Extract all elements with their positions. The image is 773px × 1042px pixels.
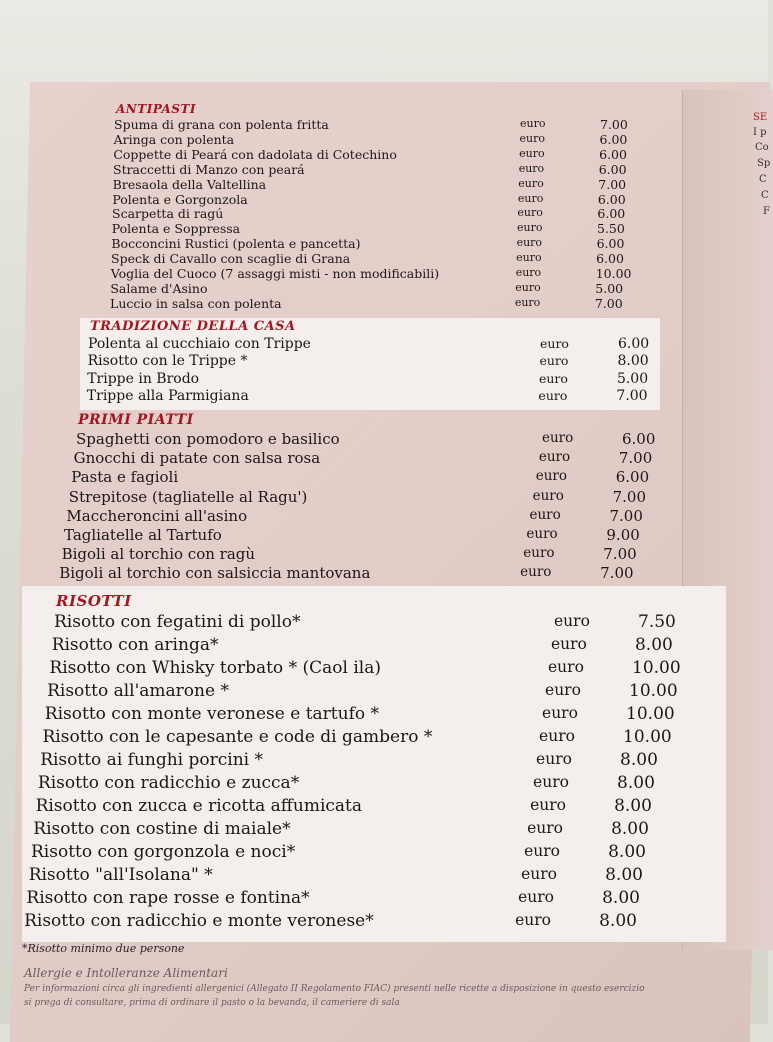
menu-item-currency: euro <box>518 176 544 190</box>
menu-item-currency: euro <box>526 526 558 542</box>
menu-item-currency: euro <box>518 888 555 906</box>
menu-item-currency: euro <box>533 773 569 791</box>
menu-item-currency: euro <box>519 131 546 145</box>
menu-item-name: Straccetti di Manzo con peará <box>113 161 305 177</box>
menu-item-price: 8.00 <box>614 796 652 816</box>
menu-item-price: 10.00 <box>632 658 681 678</box>
menu-item-price: 8.00 <box>605 865 643 885</box>
menu-item-price: 7.00 <box>609 506 643 525</box>
menu-item-currency: euro <box>523 545 555 562</box>
menu-item-currency: euro <box>529 506 561 523</box>
menu-item-currency: euro <box>532 487 564 504</box>
section-title-tradizione: TRADIZIONE DELLA CASA <box>90 319 296 334</box>
allergy-text-line-2: si prega di consultare, prima di ordinare il pasto o la bevanda, il cameriere di sala <box>24 998 400 1008</box>
menu-item-name: Trippe alla Parmigiana <box>86 387 249 404</box>
menu-item-price: 6.00 <box>596 236 625 252</box>
menu-item-price: 8.00 <box>634 635 673 655</box>
menu-item-price: 5.00 <box>616 370 649 387</box>
menu-item-name: Trippe in Brodo <box>87 370 200 387</box>
menu-item-price: 10.00 <box>623 727 672 747</box>
side-page-line: I p <box>753 127 767 138</box>
menu-item-price: 6.00 <box>599 146 627 162</box>
menu-item-name: Risotto con le Trippe * <box>87 353 248 370</box>
menu-item-currency: euro <box>515 911 552 929</box>
menu-item-currency: euro <box>540 336 569 351</box>
menu-item-currency: euro <box>535 468 567 485</box>
menu-item-price: 6.00 <box>596 251 624 267</box>
side-page-line: SE <box>753 112 768 123</box>
menu-item-name: Strepitose (tagliatelle al Ragu') <box>68 487 308 506</box>
side-page-line: C <box>759 174 767 185</box>
menu-item-name: Risotto con radicchio e zucca* <box>37 773 300 793</box>
menu-item-name: Polenta e Soppressa <box>111 221 241 237</box>
menu-item-price: 5.50 <box>596 221 625 237</box>
menu-item-currency: euro <box>515 266 542 279</box>
menu-item-currency: euro <box>539 727 575 745</box>
menu-item-currency: euro <box>518 161 545 175</box>
menu-item-currency: euro <box>548 658 584 676</box>
section-title-antipasti: ANTIPASTI <box>116 102 196 116</box>
menu-item-name: Scarpetta di ragú <box>112 206 224 222</box>
menu-item-name: Maccheroncini all'asino <box>66 506 248 525</box>
menu-item-currency: euro <box>521 865 557 883</box>
menu-item-price: 8.00 <box>617 773 655 793</box>
menu-item-currency: euro <box>519 146 545 160</box>
menu-item-price: 10.00 <box>629 681 678 701</box>
menu-item-price: 7.00 <box>598 176 627 192</box>
menu-item-price: 6.00 <box>597 191 626 207</box>
menu-item-name: Polenta e Gorgonzola <box>112 191 248 207</box>
menu-item-name: Salame d'Asino <box>110 280 208 296</box>
menu-item-currency: euro <box>517 206 543 220</box>
menu-item-currency: euro <box>515 280 541 294</box>
side-page-line: F <box>763 206 770 217</box>
menu-item-price: 7.00 <box>616 387 648 404</box>
menu-item-currency: euro <box>530 796 566 814</box>
menu-item-price: 6.00 <box>599 131 628 147</box>
menu-item-name: Aringa con polenta <box>113 131 235 147</box>
menu-item-price: 8.00 <box>602 888 640 908</box>
menu-item-price: 6.00 <box>618 336 650 352</box>
menu-item-price: 10.00 <box>595 266 632 281</box>
menu-item-price: 7.00 <box>600 564 634 583</box>
menu-item-currency: euro <box>538 449 571 466</box>
menu-item-currency: euro <box>520 117 546 130</box>
menu-item-price: 7.50 <box>638 612 676 632</box>
menu-item-price: 7.00 <box>618 449 653 468</box>
menu-item-price: 6.00 <box>598 161 627 177</box>
menu-item-name: Risotto con rape rosse e fontina* <box>26 888 310 908</box>
menu-item-currency: euro <box>517 191 544 205</box>
menu-item-name: Bigoli al torchio con ragù <box>61 545 256 564</box>
menu-item-price: 8.00 <box>617 353 649 370</box>
menu-item-name: Risotto con gorgonzola e noci* <box>31 842 296 862</box>
side-page-line: Co <box>755 142 769 153</box>
menu-item-name: Risotto con costine di maiale* <box>33 819 291 839</box>
menu-item-price: 6.00 <box>615 468 650 487</box>
menu-item-currency: euro <box>524 842 560 860</box>
menu-item-name: Risotto con monte veronese e tartufo * <box>44 704 379 724</box>
menu-item-price: 8.00 <box>620 750 658 770</box>
allergy-text-line-1: Per informazioni circa gli ingredienti allergenici (Allegato II Regolamento FIAC) presenti nelle ricette a disposizione in questo esercizio <box>24 984 645 994</box>
menu-item-name: Tagliatelle al Tartufo <box>64 526 222 544</box>
menu-item-name: Spaghetti con pomodoro e basilico <box>76 430 340 448</box>
menu-item-price: 8.00 <box>599 911 637 931</box>
menu-item-name: Risotto "all'Isolana" * <box>28 865 213 885</box>
menu-item-price: 5.00 <box>595 280 624 296</box>
menu-item-name: Risotto con aringa* <box>51 635 219 655</box>
menu-item-name: Risotto all'amarone * <box>47 681 229 701</box>
footnote-minimum: *Risotto minimo due persone <box>22 942 185 955</box>
menu-item-name: Coppette di Peará con dadolata di Cotechino <box>113 146 397 162</box>
menu-item-currency: euro <box>538 370 568 386</box>
menu-item-price: 8.00 <box>608 842 646 862</box>
menu-item-currency: euro <box>516 236 543 250</box>
menu-item-name: Bocconcini Rustici (polenta e pancetta) <box>111 236 361 252</box>
menu-item-name: Bigoli al torchio con salsiccia mantovana <box>59 564 371 583</box>
menu-item-price: 8.00 <box>611 819 649 839</box>
menu-item-currency: euro <box>516 221 543 235</box>
menu-item-name: Risotto ai funghi porcini * <box>40 750 264 770</box>
menu-item-name: Voglia del Cuoco (7 assaggi misti - non modificabili) <box>110 266 440 281</box>
menu-item-name: Risotto con le capesante e code di gambero * <box>42 727 433 747</box>
menu-item-price: 7.00 <box>594 295 623 311</box>
menu-item-name: Risotto con Whisky torbato * (Caol ila) <box>49 658 381 678</box>
menu-item-currency: euro <box>527 819 563 837</box>
menu-item-currency: euro <box>550 635 587 653</box>
menu-item-price: 7.00 <box>603 545 637 564</box>
menu-item-currency: euro <box>516 251 542 265</box>
side-page-line: Sp <box>757 158 771 169</box>
menu-item-currency: euro <box>539 353 569 369</box>
menu-item-name: Gnocchi di patate con salsa rosa <box>73 449 321 468</box>
menu-item-currency: euro <box>538 387 568 403</box>
menu-item-name: Polenta al cucchiaio con Trippe <box>88 336 311 352</box>
menu-item-name: Luccio in salsa con polenta <box>110 295 282 311</box>
menu-item-currency: euro <box>520 564 552 581</box>
menu-item-currency: euro <box>536 750 572 768</box>
menu-item-name: Bresaola della Valtellina <box>112 176 267 192</box>
menu-item-name: Risotto con fegatini di pollo* <box>54 612 301 632</box>
side-page-line: C <box>761 190 769 201</box>
menu-item-price: 7.00 <box>600 117 628 132</box>
section-title-risotti: RISOTTI <box>56 592 132 610</box>
menu-item-name: Speck di Cavallo con scaglie di Grana <box>111 251 351 267</box>
menu-item-price: 7.00 <box>612 487 647 506</box>
menu-item-currency: euro <box>542 704 578 722</box>
menu-item-currency: euro <box>514 295 541 309</box>
menu-item-currency: euro <box>545 681 581 699</box>
menu-item-price: 6.00 <box>622 430 656 448</box>
menu-item-name: Risotto con radicchio e monte veronese* <box>24 911 374 931</box>
menu-item-name: Pasta e fagioli <box>71 468 179 487</box>
menu-item-currency: euro <box>554 612 590 630</box>
menu-item-price: 9.00 <box>606 526 640 544</box>
menu-item-price: 10.00 <box>626 704 675 724</box>
menu-item-currency: euro <box>542 430 574 446</box>
menu-item-price: 6.00 <box>597 206 626 222</box>
menu-item-name: Risotto con zucca e ricotta affumicata <box>35 796 363 816</box>
menu-item-name: Spuma di grana con polenta fritta <box>114 117 329 132</box>
section-title-primi: PRIMI PIATTI <box>78 412 194 428</box>
allergy-title: Allergie e Intolleranze Alimentari <box>24 966 228 980</box>
